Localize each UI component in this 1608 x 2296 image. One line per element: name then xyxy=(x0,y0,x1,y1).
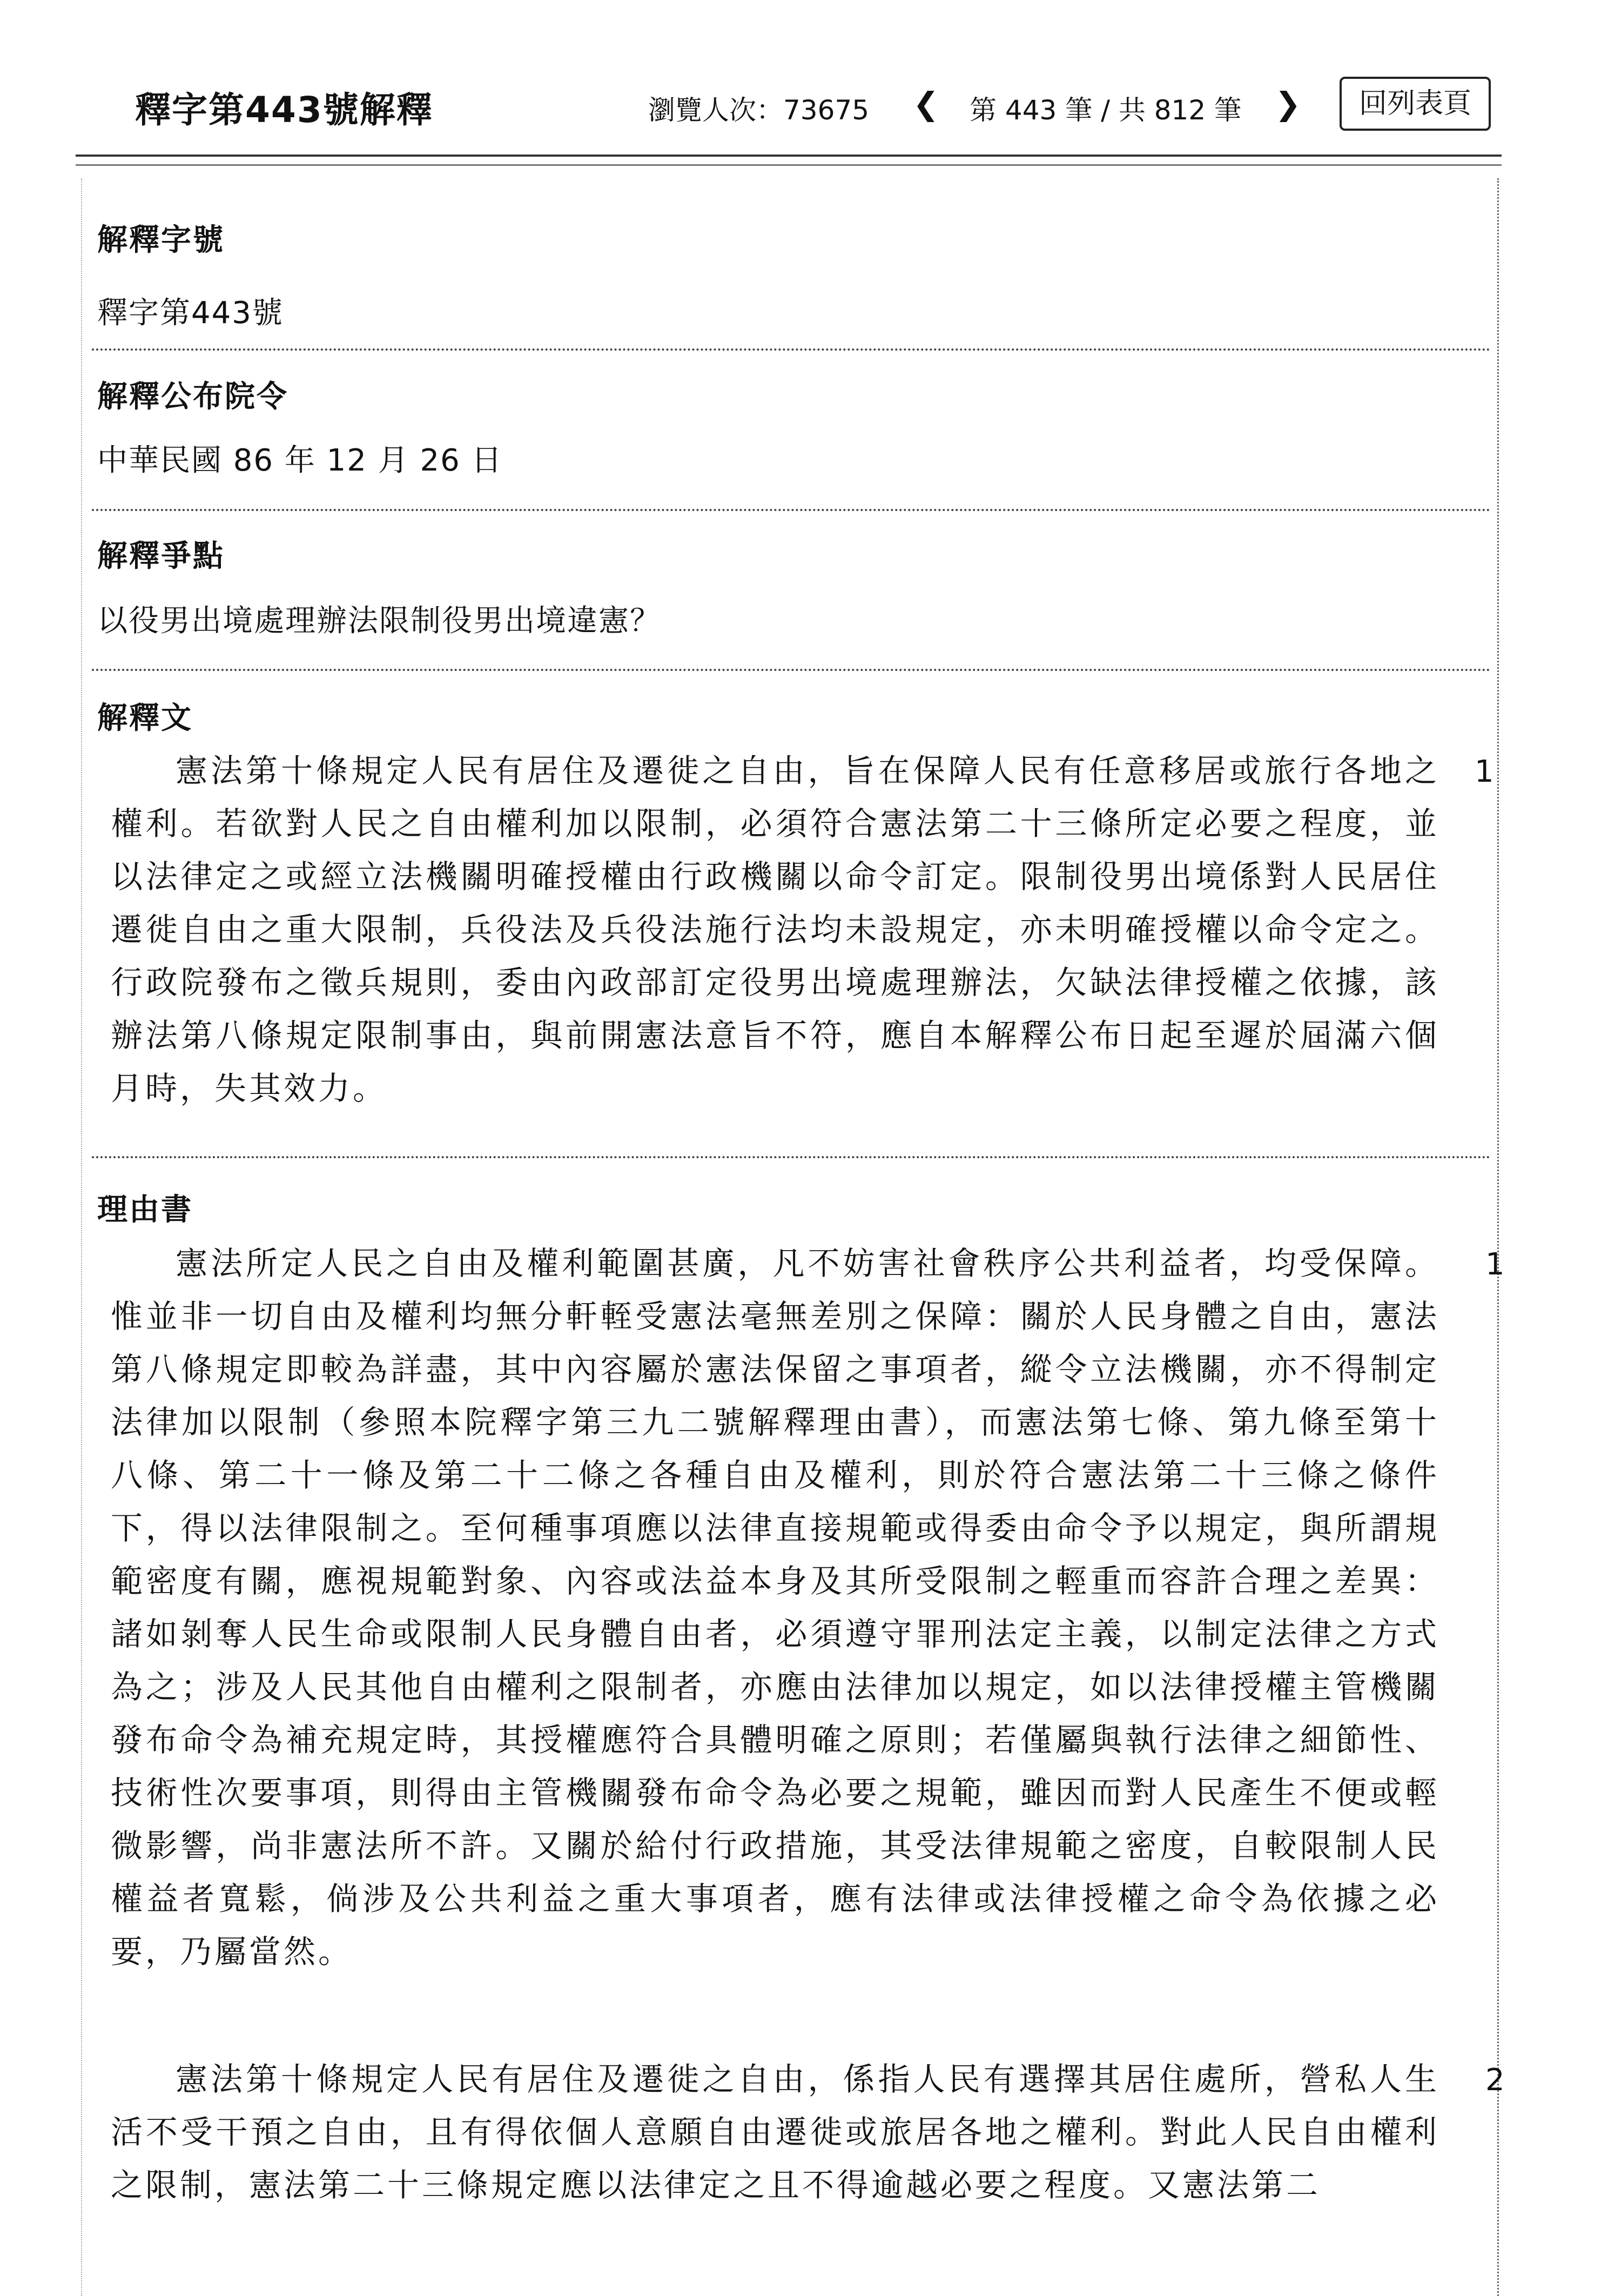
section-label-issue: 解釋爭點 xyxy=(97,539,225,574)
next-record-icon[interactable]: ❯ xyxy=(1275,85,1301,122)
page-header xyxy=(135,70,1496,146)
section-label-reasoning: 理由書 xyxy=(97,1192,193,1227)
section-divider xyxy=(92,1156,1491,1158)
section-divider xyxy=(92,669,1491,671)
header-divider xyxy=(76,155,1502,166)
section-divider xyxy=(92,348,1491,351)
issue-text: 以役男出境處理辦法限制役男出境違憲？ xyxy=(97,603,661,639)
section-label-holding: 解釋文 xyxy=(97,701,193,736)
section-divider xyxy=(92,509,1491,511)
view-counter: 瀏覽人次：73675 xyxy=(648,95,870,126)
reasoning-paragraph: 憲法所定人民之自由及權利範圍甚廣，凡不妨害社會秩序公共利益者，均受保障。惟並非一切自由及權利均無分軒輊受憲法毫無差別之保障：關於人民身體之自由，憲法第八條規定即較為詳盡，其中內容屬於憲法保留之事項者，縱令立法機關，亦不得制定法律加以限制（參照本院釋字第三九二號解釋理由書），而憲法第七條、第九條至第十八條、第二十一條及第二十二條之各種自由及權利，則於符合憲法第二十三條之條件下，得以法律限制之。至何種事項應以法律直接規範或得委由命令予以規定，與所謂規範密度有關，應視規範對象、內容或法益本身及其所受限制之輕重而容許合理之差異：諸如剝奪人民生命或限制人民身體自由者，必須遵守罪刑法定主義，以制定法律之方式為之；涉及人民其他自由權利之限制者，亦應由法律加以規定，如以法律授權主管機關發布命令為補充規定時，其授權應符合具體明確之原則；若僅屬與執行法律之細節性、技術性次要事項，則得由主管機關發布命令為必要之規範，雖因而對人民產生不便或輕微影響，尚非憲法所不許。又關於給付行政措施，其受法律規範之密度，自較限制人民權益者寬鬆，倘涉及公共利益之重大事項者，應有法律或法律授權之命令為依據之必要，乃屬當然。 xyxy=(111,1245,1439,1970)
section-label-number: 解釋字號 xyxy=(97,223,225,258)
back-to-list-button[interactable]: 回列表頁 xyxy=(1340,77,1491,131)
paragraph-number: 2 xyxy=(1485,2063,1505,2098)
reasoning-paragraph: 憲法第十條規定人民有居住及遷徙之自由，係指人民有選擇其居住處所，營私人生活不受干預之自由，且有得依個人意願自由遷徙或旅居各地之權利。對此人民自由權利之限制，憲法第二十三條規定應以法律定之且不得逾越必要之程度。又憲法第二 xyxy=(111,2060,1439,2204)
paragraph-number: 1 xyxy=(1485,1247,1505,1282)
promulgation-date: 中華民國 86 年 12 月 26 日 xyxy=(97,443,503,478)
interpretation-number: 釋字第443號 xyxy=(97,296,284,331)
holding-paragraph: 憲法第十條規定人民有居住及遷徙之自由，旨在保障人民有任意移居或旅行各地之權利。若欲對人民之自由權利加以限制，必須符合憲法第二十三條所定必要之程度，並以法律定之或經立法機關明確授權由行政機關以命令訂定。限制役男出境係對人民居住遷徙自由之重大限制，兵役法及兵役法施行法均未設規定，亦未明確授權以命令定之。行政院發布之徵兵規則，委由內政部訂定役男出境處理辦法，欠缺法律授權之依據，該辦法第八條規定限制事由，與前開憲法意旨不符，應自本解釋公布日起至遲於屆滿六個月時，失其效力。 xyxy=(111,752,1439,1107)
prev-record-icon[interactable]: ❮ xyxy=(913,85,939,122)
paragraph-number: 1 xyxy=(1475,754,1494,789)
page-title: 釋字第443號解釋 xyxy=(135,89,433,131)
record-position: 第 443 筆 / 共 812 筆 xyxy=(970,95,1242,126)
section-label-date: 解釋公布院令 xyxy=(97,379,288,414)
